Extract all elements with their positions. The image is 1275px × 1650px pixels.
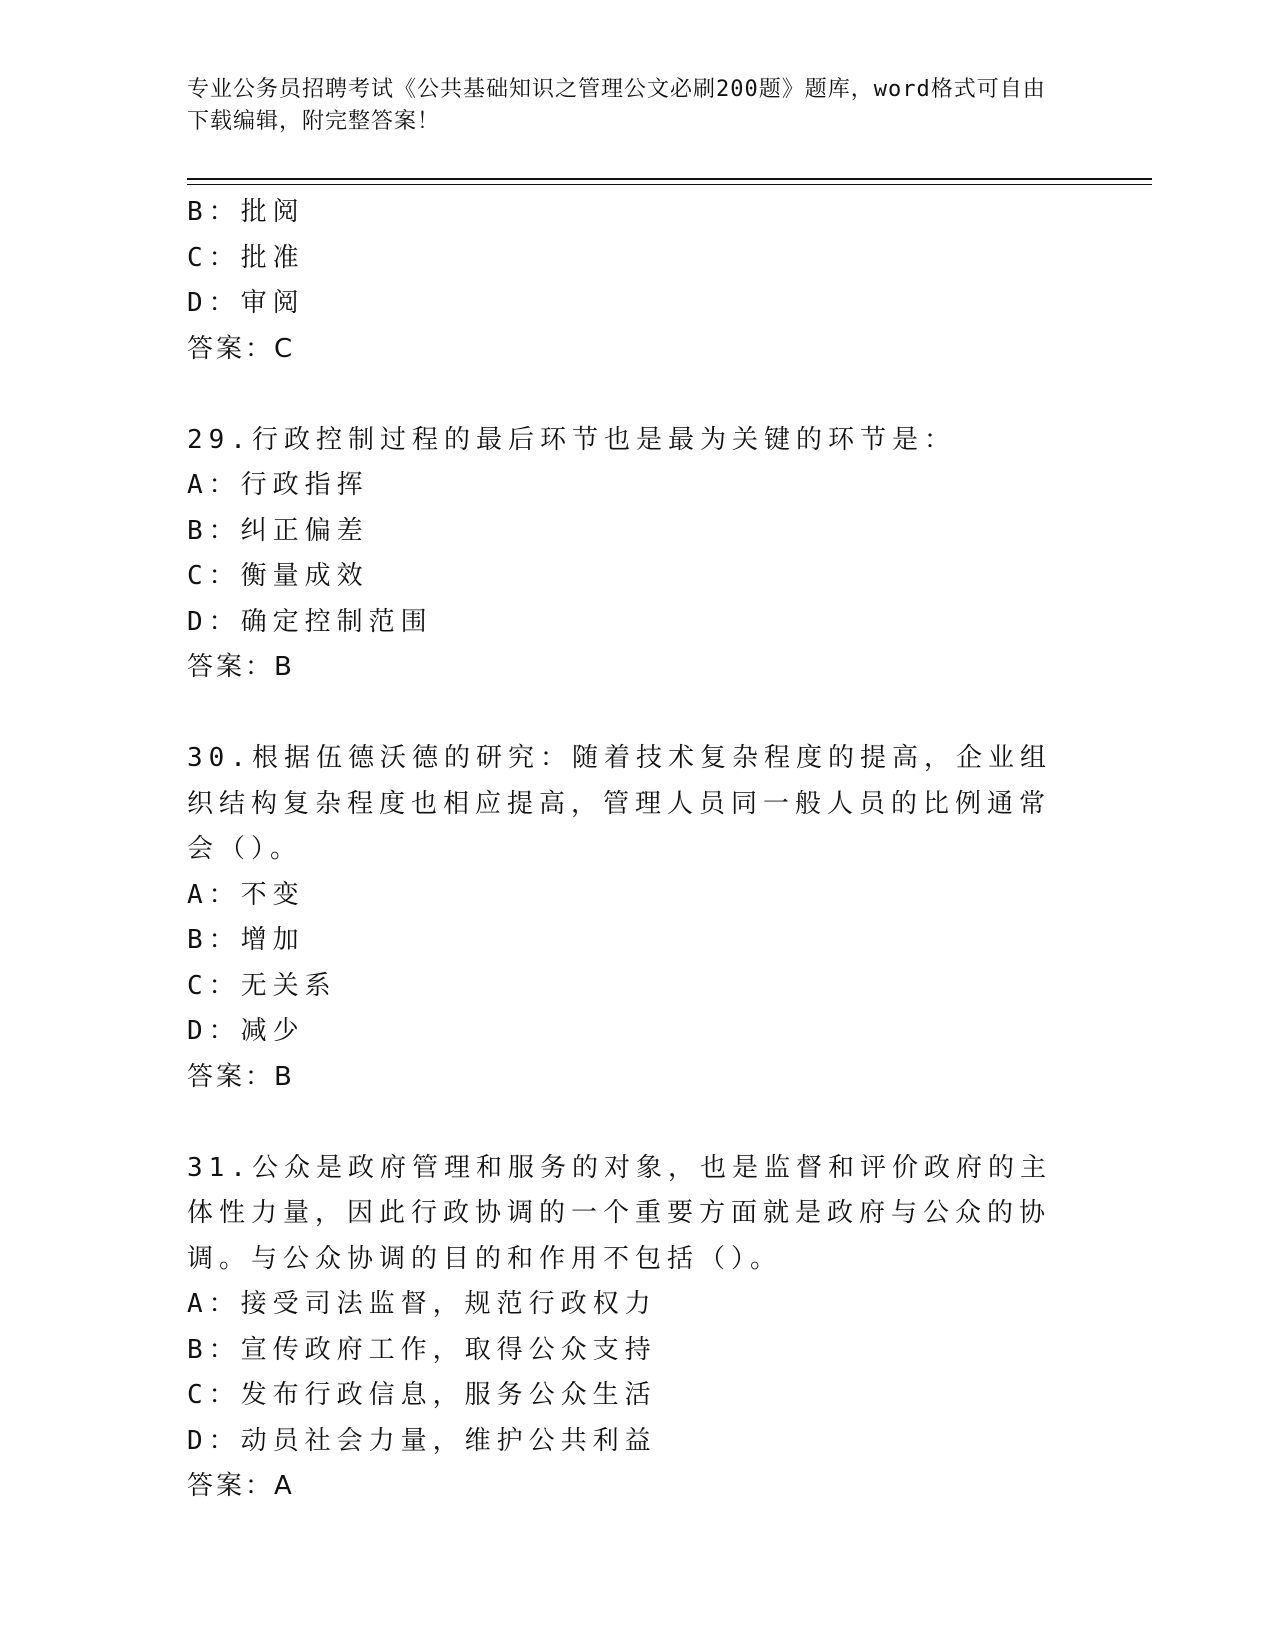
option-c: C：批准 [187,242,305,273]
header-divider [187,178,1152,185]
spacer [187,372,1087,418]
option-d: D：动员社会力量，维护公共利益 [187,1425,657,1456]
answer: 答案：B [187,652,295,682]
question-stem: 31.公众是政府管理和服务的对象，也是监督和评价政府的主体性力量，因此行政协调的一个重要方面就是政府与公众的协调。与公众协调的目的和作用不包括（）。 [187,1152,1052,1274]
option-a: A：接受司法监督，规范行政权力 [187,1289,657,1319]
answer: 答案：C [187,333,296,364]
option-c: C：无关系 [187,970,337,1001]
option-c: C：衡量成效 [187,561,369,591]
option-b: B：增加 [187,925,305,955]
question-31 [187,1146,1087,1510]
option-b: B：宣传政府工作，取得公众支持 [187,1334,657,1365]
spacer [187,1100,1087,1146]
question-29 [187,418,1087,691]
answer: 答案：B [187,1061,295,1092]
question-fragment [187,190,1087,372]
question-list [187,190,1087,1510]
option-c: C：发布行政信息，服务公众生活 [187,1380,657,1410]
option-d: D：减少 [187,1016,305,1046]
answer: 答案：A [187,1471,295,1501]
option-b: B：纠正偏差 [187,515,369,546]
question-30 [187,736,1087,1100]
page-header: 专业公务员招聘考试《公共基础知识之管理公文必刷200题》题库，word格式可自由下载编辑，附完整答案！ [187,77,1046,134]
option-d: D：审阅 [187,288,305,318]
spacer [187,691,1087,737]
question-stem: 29.行政控制过程的最后环节也是最为关键的环节是： [187,424,956,455]
option-a: A：行政指挥 [187,470,369,500]
question-stem: 30.根据伍德沃德的研究：随着技术复杂程度的提高，企业组织结构复杂程度也相应提高，管理人员同一般人员的比例通常会（）。 [187,743,1052,864]
option-b: B：批阅 [187,197,305,227]
option-a: A：不变 [187,879,305,910]
option-d: D：确定控制范围 [187,606,433,637]
